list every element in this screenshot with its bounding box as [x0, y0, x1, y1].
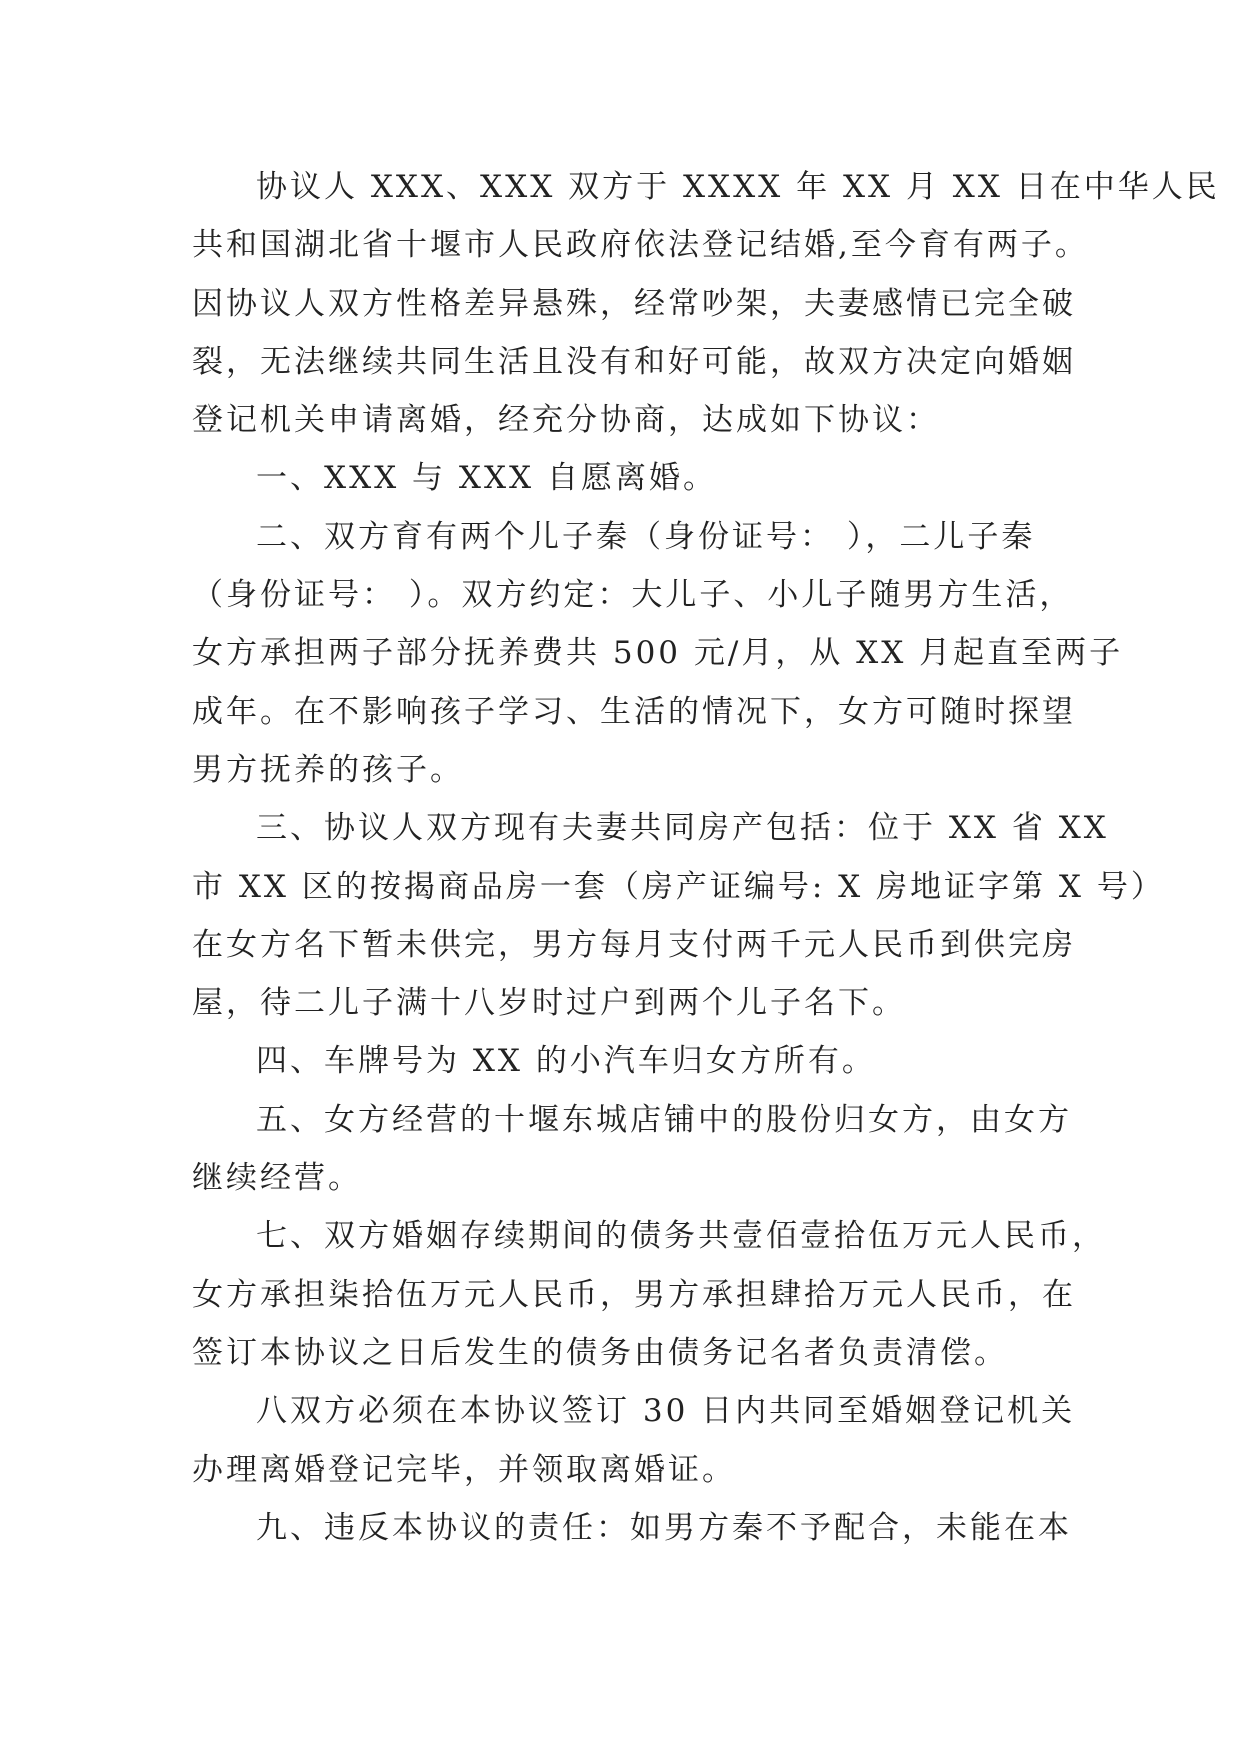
paragraph-intro-line-4: 裂，无法继续共同生活且没有和好可能，故双方决定向婚姻 — [192, 343, 1076, 380]
clause-8-line-2: 办理离婚登记完毕，并领取离婚证。 — [192, 1451, 736, 1488]
clause-5-line-2: 继续经营。 — [192, 1160, 362, 1197]
document-body — [192, 158, 1220, 1557]
clause-2-line-4: 成年。在不影响孩子学习、生活的情况下，女方可随时探望 — [192, 693, 1076, 730]
clause-9-line-1: 九、违反本协议的责任：如男方秦不予配合，未能在本 — [256, 1509, 1072, 1546]
clause-2-line-5: 男方抚养的孩子。 — [192, 751, 464, 788]
paragraph-intro-line-5: 登记机关申请离婚，经充分协商，达成如下协议： — [192, 402, 940, 439]
clause-3-line-4: 屋，待二儿子满十八岁时过户到两个儿子名下。 — [192, 985, 906, 1022]
clause-3-line-2: 市 XX 区的按揭商品房一套（房产证编号: X 房地证字第 X 号） — [192, 868, 1165, 905]
clause-3-line-1: 三、协议人双方现有夫妻共同房产包括：位于 XX 省 XX — [256, 810, 1109, 847]
paragraph-intro-line-2: 共和国湖北省十堰市人民政府依法登记结婚,至今育有两子。 — [192, 227, 1089, 264]
paragraph-intro-line-1: 协议人 XXX、XXX 双方于 XXXX 年 XX 月 XX 日在中华人民 — [256, 169, 1220, 205]
clause-3-line-3: 在女方名下暂未供完，男方每月支付两千元人民币到供完房 — [192, 926, 1076, 963]
clause-7-line-3: 签订本协议之日后发生的债务由债务记名者负责清偿。 — [192, 1334, 1008, 1371]
clause-2-line-3: 女方承担两子部分抚养费共 500 元/月，从 XX 月起直至两子 — [192, 635, 1124, 672]
clause-7-line-1: 七、双方婚姻存续期间的债务共壹佰壹拾伍万元人民币， — [256, 1218, 1106, 1255]
clause-1-line-1: 一、XXX 与 XXX 自愿离婚。 — [256, 460, 717, 497]
clause-4-line-1: 四、车牌号为 XX 的小汽车归女方所有。 — [256, 1043, 876, 1080]
clause-2-line-2: （身份证号： ）。双方约定：大儿子、小儿子随男方生活， — [192, 577, 1074, 614]
clause-8-line-1: 八双方必须在本协议签订 30 日内共同至婚姻登记机关 — [256, 1393, 1076, 1430]
paragraph-intro-line-3: 因协议人双方性格差异悬殊，经常吵架，夫妻感情已完全破 — [192, 285, 1076, 322]
clause-2-line-1: 二、双方育有两个儿子秦（身份证号： ），二儿子秦 — [256, 518, 1036, 555]
clause-7-line-2: 女方承担柒拾伍万元人民币，男方承担肆拾万元人民币，在 — [192, 1276, 1076, 1313]
clause-5-line-1: 五、女方经营的十堰东城店铺中的股份归女方，由女方 — [256, 1101, 1072, 1138]
